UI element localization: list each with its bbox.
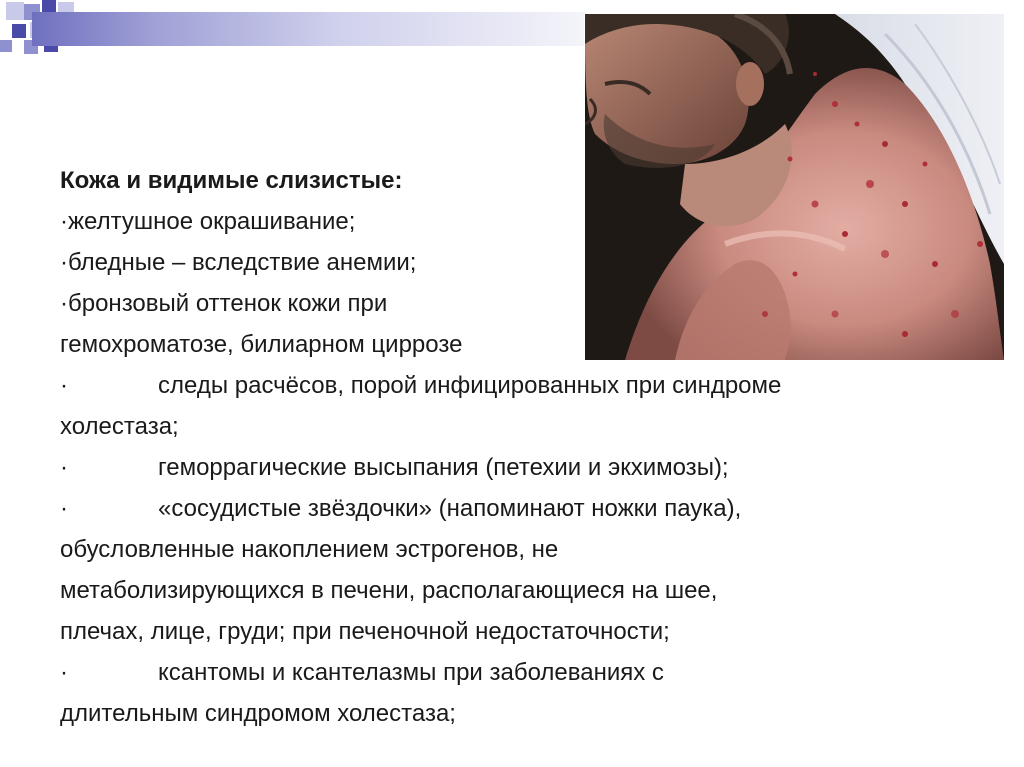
bullet-text: ксантомы и ксантелазмы при заболеваниях с	[158, 659, 664, 686]
bullet-marker: ·	[60, 659, 68, 686]
bullet-line	[60, 447, 1004, 488]
bullet-line	[60, 365, 1004, 406]
bullet-line	[60, 652, 1004, 693]
bullet-marker: ·	[60, 372, 68, 399]
text-line: плечах, лице, груди; при печеночной недостаточности;	[60, 618, 670, 645]
bullet-marker: ·	[60, 454, 68, 481]
bullet-text: следы расчёсов, порой инфицированных при синдроме	[158, 372, 782, 399]
text-line: гемохроматозе, билиарном циррозе	[60, 331, 463, 358]
text-line: холестаза;	[60, 413, 179, 440]
header-gradient-bar	[32, 12, 584, 46]
bullet-text: «сосудистые звёздочки» (напоминают ножки паука),	[158, 495, 742, 522]
bullet-text: геморрагические высыпания (петехии и экхимозы);	[158, 454, 729, 481]
text-line: ·бронзовый оттенок кожи при	[60, 290, 388, 317]
text-line: ·бледные – вследствие анемии;	[60, 249, 417, 276]
text-line: ·желтушное окрашивание;	[60, 208, 356, 235]
text-line: метаболизирующихся в печени, располагающиеся на шее,	[60, 577, 718, 604]
decor-square	[12, 24, 26, 38]
decor-square	[6, 2, 24, 20]
slide-text	[60, 160, 1004, 734]
text-line: обусловленные накоплением эстрогенов, не	[60, 536, 559, 563]
section-heading: Кожа и видимые слизистые:	[60, 167, 403, 194]
bullet-marker: ·	[60, 495, 68, 522]
bullet-line	[60, 488, 1004, 529]
text-line: длительным синдромом холестаза;	[60, 700, 456, 727]
decor-square	[0, 40, 12, 52]
